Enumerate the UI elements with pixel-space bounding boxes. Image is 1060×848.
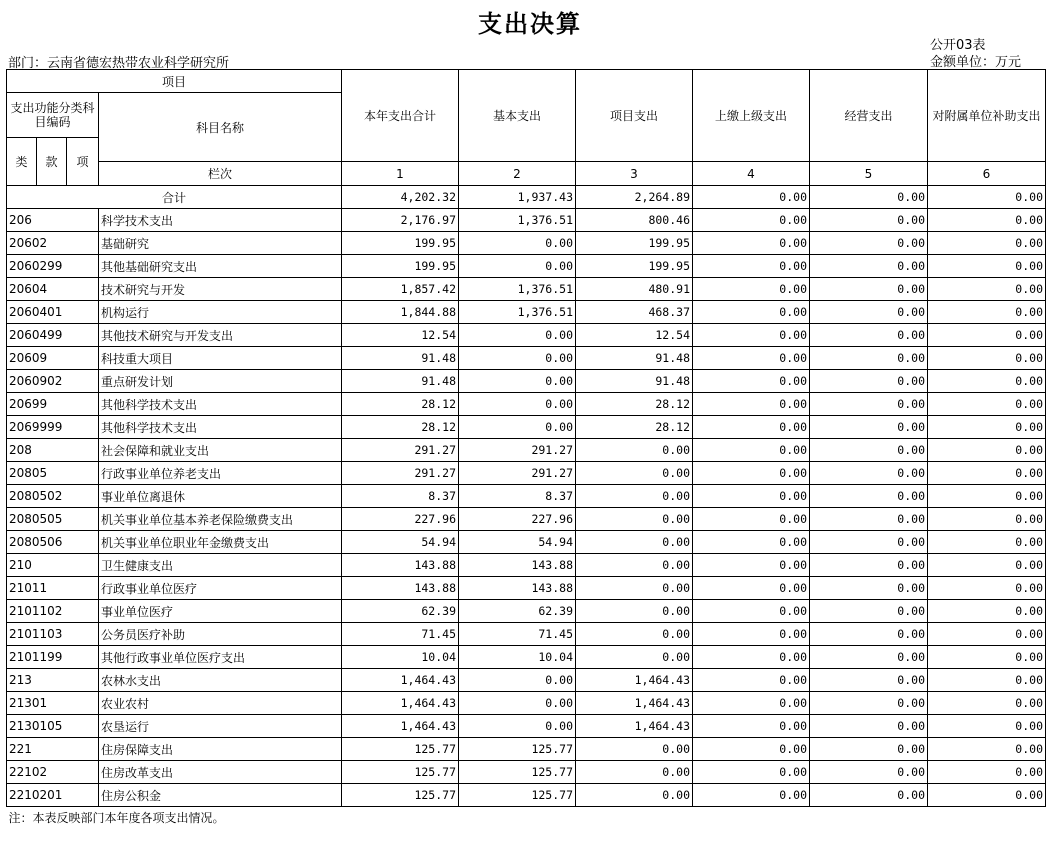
row-v1: 1,464.43 — [342, 715, 459, 738]
table-footer — [7, 807, 1046, 829]
row-name: 其他行政事业单位医疗支出 — [99, 646, 342, 669]
row-v6: 0.00 — [928, 416, 1046, 439]
row-v5: 0.00 — [810, 715, 928, 738]
row-code: 2101102 — [7, 600, 99, 623]
row-name: 科学技术支出 — [99, 209, 342, 232]
row-v5: 0.00 — [810, 209, 928, 232]
header-col-project: 项目支出 — [576, 70, 693, 162]
table-body — [7, 186, 1046, 807]
row-v5: 0.00 — [810, 232, 928, 255]
row-v3: 0.00 — [576, 784, 693, 807]
row-v3: 0.00 — [576, 600, 693, 623]
table-row — [7, 278, 1046, 301]
row-v4: 0.00 — [693, 761, 810, 784]
row-v2: 0.00 — [459, 324, 576, 347]
row-code: 2069999 — [7, 416, 99, 439]
row-v4: 0.00 — [693, 531, 810, 554]
header-project: 项目 — [7, 70, 342, 93]
row-v6: 0.00 — [928, 554, 1046, 577]
row-v6: 0.00 — [928, 347, 1046, 370]
row-v6: 0.00 — [928, 508, 1046, 531]
row-v5: 0.00 — [810, 577, 928, 600]
row-v3: 0.00 — [576, 577, 693, 600]
total-row — [7, 186, 1046, 209]
row-v1: 1,844.88 — [342, 301, 459, 324]
footnote: 注：本表反映部门本年度各项支出情况。 — [8, 811, 225, 826]
row-code: 2130105 — [7, 715, 99, 738]
header-n5: 5 — [810, 162, 928, 186]
row-v3: 0.00 — [576, 508, 693, 531]
row-code: 20805 — [7, 462, 99, 485]
row-v1: 1,464.43 — [342, 692, 459, 715]
row-v4: 0.00 — [693, 324, 810, 347]
table-row — [7, 784, 1046, 807]
row-v2: 0.00 — [459, 393, 576, 416]
row-v4: 0.00 — [693, 508, 810, 531]
table-row — [7, 370, 1046, 393]
row-code: 206 — [7, 209, 99, 232]
table-row — [7, 347, 1046, 370]
table-row — [7, 646, 1046, 669]
row-v3: 0.00 — [576, 738, 693, 761]
row-code: 221 — [7, 738, 99, 761]
row-code: 21011 — [7, 577, 99, 600]
row-code: 2060499 — [7, 324, 99, 347]
header-lei: 类 — [7, 138, 37, 186]
header-n2: 2 — [459, 162, 576, 186]
row-v3: 91.48 — [576, 370, 693, 393]
row-name: 其他科学技术支出 — [99, 393, 342, 416]
row-v6: 0.00 — [928, 692, 1046, 715]
total-v3: 2,264.89 — [576, 186, 693, 209]
row-code: 2060299 — [7, 255, 99, 278]
row-v1: 62.39 — [342, 600, 459, 623]
row-code: 20602 — [7, 232, 99, 255]
row-v1: 91.48 — [342, 370, 459, 393]
row-v2: 8.37 — [459, 485, 576, 508]
row-v4: 0.00 — [693, 646, 810, 669]
table-row — [7, 738, 1046, 761]
row-v2: 0.00 — [459, 416, 576, 439]
header-func-code: 支出功能分类科目编码 — [7, 93, 99, 138]
header-col-total: 本年支出合计 — [342, 70, 459, 162]
row-v2: 62.39 — [459, 600, 576, 623]
row-v4: 0.00 — [693, 439, 810, 462]
row-v1: 28.12 — [342, 393, 459, 416]
row-v4: 0.00 — [693, 600, 810, 623]
row-code: 2210201 — [7, 784, 99, 807]
row-name: 农业农村 — [99, 692, 342, 715]
header-lanci: 栏次 — [99, 162, 342, 186]
row-v5: 0.00 — [810, 370, 928, 393]
row-v1: 125.77 — [342, 738, 459, 761]
row-v2: 71.45 — [459, 623, 576, 646]
row-v2: 0.00 — [459, 232, 576, 255]
row-v6: 0.00 — [928, 738, 1046, 761]
row-v1: 10.04 — [342, 646, 459, 669]
row-name: 行政事业单位医疗 — [99, 577, 342, 600]
row-v6: 0.00 — [928, 646, 1046, 669]
row-v2: 227.96 — [459, 508, 576, 531]
row-name: 科技重大项目 — [99, 347, 342, 370]
row-v2: 1,376.51 — [459, 209, 576, 232]
row-v3: 0.00 — [576, 485, 693, 508]
row-code: 2060902 — [7, 370, 99, 393]
row-v5: 0.00 — [810, 692, 928, 715]
row-code: 21301 — [7, 692, 99, 715]
row-code: 20699 — [7, 393, 99, 416]
table-row — [7, 301, 1046, 324]
row-v5: 0.00 — [810, 554, 928, 577]
row-v3: 0.00 — [576, 462, 693, 485]
table-row — [7, 761, 1046, 784]
total-v1: 4,202.32 — [342, 186, 459, 209]
row-v2: 291.27 — [459, 462, 576, 485]
row-code: 2080506 — [7, 531, 99, 554]
row-v4: 0.00 — [693, 370, 810, 393]
header-subject-name: 科目名称 — [99, 93, 342, 162]
row-v2: 0.00 — [459, 692, 576, 715]
header-n4: 4 — [693, 162, 810, 186]
row-v2: 143.88 — [459, 554, 576, 577]
row-code: 20604 — [7, 278, 99, 301]
row-v3: 480.91 — [576, 278, 693, 301]
row-v4: 0.00 — [693, 669, 810, 692]
row-v1: 125.77 — [342, 784, 459, 807]
row-name: 住房公积金 — [99, 784, 342, 807]
row-v6: 0.00 — [928, 301, 1046, 324]
row-v3: 0.00 — [576, 531, 693, 554]
row-v5: 0.00 — [810, 462, 928, 485]
row-v6: 0.00 — [928, 393, 1046, 416]
row-name: 事业单位离退休 — [99, 485, 342, 508]
row-v6: 0.00 — [928, 715, 1046, 738]
table-row — [7, 485, 1046, 508]
row-v1: 125.77 — [342, 761, 459, 784]
row-name: 技术研究与开发 — [99, 278, 342, 301]
row-v6: 0.00 — [928, 439, 1046, 462]
row-v5: 0.00 — [810, 623, 928, 646]
table-row — [7, 416, 1046, 439]
form-number: 公开03表 — [930, 38, 986, 53]
row-v1: 2,176.97 — [342, 209, 459, 232]
department-label: 部门：云南省德宏热带农业科学研究所 — [8, 56, 230, 71]
total-v2: 1,937.43 — [459, 186, 576, 209]
row-v1: 291.27 — [342, 462, 459, 485]
row-v3: 28.12 — [576, 393, 693, 416]
row-v1: 143.88 — [342, 577, 459, 600]
expenditure-table — [6, 69, 1046, 829]
row-code: 2101103 — [7, 623, 99, 646]
table-header — [7, 70, 1046, 186]
row-name: 基础研究 — [99, 232, 342, 255]
row-name: 农林水支出 — [99, 669, 342, 692]
row-v2: 0.00 — [459, 370, 576, 393]
row-name: 行政事业单位养老支出 — [99, 462, 342, 485]
row-v5: 0.00 — [810, 669, 928, 692]
row-v5: 0.00 — [810, 485, 928, 508]
row-v6: 0.00 — [928, 370, 1046, 393]
row-v4: 0.00 — [693, 393, 810, 416]
row-v1: 143.88 — [342, 554, 459, 577]
row-name: 住房保障支出 — [99, 738, 342, 761]
row-v1: 227.96 — [342, 508, 459, 531]
row-v2: 10.04 — [459, 646, 576, 669]
row-v4: 0.00 — [693, 692, 810, 715]
row-v5: 0.00 — [810, 508, 928, 531]
table-row — [7, 393, 1046, 416]
row-v4: 0.00 — [693, 554, 810, 577]
row-v2: 54.94 — [459, 531, 576, 554]
row-name: 重点研发计划 — [99, 370, 342, 393]
row-v5: 0.00 — [810, 255, 928, 278]
row-name: 住房改革支出 — [99, 761, 342, 784]
row-v6: 0.00 — [928, 623, 1046, 646]
row-v2: 0.00 — [459, 347, 576, 370]
table-row — [7, 508, 1046, 531]
table-row — [7, 324, 1046, 347]
row-v6: 0.00 — [928, 324, 1046, 347]
row-v5: 0.00 — [810, 347, 928, 370]
row-v2: 125.77 — [459, 761, 576, 784]
row-v5: 0.00 — [810, 600, 928, 623]
row-v3: 91.48 — [576, 347, 693, 370]
row-v3: 0.00 — [576, 761, 693, 784]
row-v4: 0.00 — [693, 623, 810, 646]
row-v1: 1,464.43 — [342, 669, 459, 692]
header-n1: 1 — [342, 162, 459, 186]
table-row — [7, 232, 1046, 255]
table-row — [7, 462, 1046, 485]
row-v6: 0.00 — [928, 462, 1046, 485]
row-v1: 91.48 — [342, 347, 459, 370]
row-v3: 468.37 — [576, 301, 693, 324]
header-n6: 6 — [928, 162, 1046, 186]
total-v5: 0.00 — [810, 186, 928, 209]
row-v4: 0.00 — [693, 462, 810, 485]
row-v6: 0.00 — [928, 485, 1046, 508]
row-v1: 1,857.42 — [342, 278, 459, 301]
row-v5: 0.00 — [810, 646, 928, 669]
header-col-upper: 上缴上级支出 — [693, 70, 810, 162]
table-row — [7, 255, 1046, 278]
row-name: 机构运行 — [99, 301, 342, 324]
row-name: 社会保障和就业支出 — [99, 439, 342, 462]
row-v6: 0.00 — [928, 209, 1046, 232]
row-v6: 0.00 — [928, 784, 1046, 807]
row-code: 2080502 — [7, 485, 99, 508]
row-code: 2060401 — [7, 301, 99, 324]
row-v3: 0.00 — [576, 646, 693, 669]
row-code: 20609 — [7, 347, 99, 370]
row-v6: 0.00 — [928, 577, 1046, 600]
row-v4: 0.00 — [693, 278, 810, 301]
table-row — [7, 577, 1046, 600]
row-v5: 0.00 — [810, 278, 928, 301]
row-v3: 1,464.43 — [576, 692, 693, 715]
row-code: 210 — [7, 554, 99, 577]
row-name: 其他基础研究支出 — [99, 255, 342, 278]
header-col-subsidy: 对附属单位补助支出 — [928, 70, 1046, 162]
row-v2: 125.77 — [459, 784, 576, 807]
row-code: 213 — [7, 669, 99, 692]
row-v3: 28.12 — [576, 416, 693, 439]
table-row — [7, 439, 1046, 462]
row-name: 其他技术研究与开发支出 — [99, 324, 342, 347]
row-code: 2101199 — [7, 646, 99, 669]
row-v6: 0.00 — [928, 761, 1046, 784]
row-v5: 0.00 — [810, 416, 928, 439]
total-v4: 0.00 — [693, 186, 810, 209]
row-v1: 291.27 — [342, 439, 459, 462]
row-v2: 0.00 — [459, 255, 576, 278]
row-v4: 0.00 — [693, 301, 810, 324]
row-v3: 1,464.43 — [576, 715, 693, 738]
row-v5: 0.00 — [810, 393, 928, 416]
table-row — [7, 715, 1046, 738]
row-v4: 0.00 — [693, 255, 810, 278]
row-v2: 125.77 — [459, 738, 576, 761]
row-v5: 0.00 — [810, 738, 928, 761]
row-v5: 0.00 — [810, 439, 928, 462]
row-code: 208 — [7, 439, 99, 462]
table-row — [7, 209, 1046, 232]
row-v3: 1,464.43 — [576, 669, 693, 692]
row-v6: 0.00 — [928, 669, 1046, 692]
header-kuan: 款 — [37, 138, 67, 186]
total-label: 合计 — [7, 186, 342, 209]
row-v1: 199.95 — [342, 255, 459, 278]
row-v5: 0.00 — [810, 531, 928, 554]
table-row — [7, 692, 1046, 715]
row-v3: 0.00 — [576, 439, 693, 462]
row-v6: 0.00 — [928, 278, 1046, 301]
row-name: 农垦运行 — [99, 715, 342, 738]
header-n3: 3 — [576, 162, 693, 186]
table-row — [7, 669, 1046, 692]
row-v3: 12.54 — [576, 324, 693, 347]
row-v5: 0.00 — [810, 761, 928, 784]
row-v1: 8.37 — [342, 485, 459, 508]
table-row — [7, 623, 1046, 646]
row-v5: 0.00 — [810, 784, 928, 807]
row-v6: 0.00 — [928, 232, 1046, 255]
row-v4: 0.00 — [693, 232, 810, 255]
header-col-business: 经营支出 — [810, 70, 928, 162]
row-v1: 12.54 — [342, 324, 459, 347]
row-v6: 0.00 — [928, 600, 1046, 623]
row-v4: 0.00 — [693, 416, 810, 439]
row-v2: 291.27 — [459, 439, 576, 462]
header-col-basic: 基本支出 — [459, 70, 576, 162]
row-v2: 143.88 — [459, 577, 576, 600]
row-v3: 0.00 — [576, 623, 693, 646]
row-v6: 0.00 — [928, 255, 1046, 278]
row-v4: 0.00 — [693, 485, 810, 508]
row-name: 卫生健康支出 — [99, 554, 342, 577]
row-v6: 0.00 — [928, 531, 1046, 554]
row-v2: 0.00 — [459, 715, 576, 738]
table-row — [7, 531, 1046, 554]
row-v4: 0.00 — [693, 577, 810, 600]
row-v4: 0.00 — [693, 784, 810, 807]
row-v1: 28.12 — [342, 416, 459, 439]
row-v5: 0.00 — [810, 301, 928, 324]
header-xiang: 项 — [67, 138, 99, 186]
row-code: 2080505 — [7, 508, 99, 531]
row-name: 公务员医疗补助 — [99, 623, 342, 646]
row-name: 机关事业单位职业年金缴费支出 — [99, 531, 342, 554]
row-v1: 54.94 — [342, 531, 459, 554]
row-v4: 0.00 — [693, 209, 810, 232]
row-v5: 0.00 — [810, 324, 928, 347]
row-v3: 199.95 — [576, 232, 693, 255]
row-v4: 0.00 — [693, 738, 810, 761]
row-name: 机关事业单位基本养老保险缴费支出 — [99, 508, 342, 531]
total-v6: 0.00 — [928, 186, 1046, 209]
row-v3: 199.95 — [576, 255, 693, 278]
unit-label: 金额单位：万元 — [930, 55, 1022, 70]
row-code: 22102 — [7, 761, 99, 784]
page-title: 支出决算 — [478, 10, 582, 38]
table-row — [7, 600, 1046, 623]
row-name: 事业单位医疗 — [99, 600, 342, 623]
row-v1: 71.45 — [342, 623, 459, 646]
row-v4: 0.00 — [693, 347, 810, 370]
row-v2: 0.00 — [459, 669, 576, 692]
row-v2: 1,376.51 — [459, 301, 576, 324]
row-v3: 800.46 — [576, 209, 693, 232]
row-v3: 0.00 — [576, 554, 693, 577]
row-v4: 0.00 — [693, 715, 810, 738]
table-row — [7, 554, 1046, 577]
row-name: 其他科学技术支出 — [99, 416, 342, 439]
row-v2: 1,376.51 — [459, 278, 576, 301]
row-v1: 199.95 — [342, 232, 459, 255]
